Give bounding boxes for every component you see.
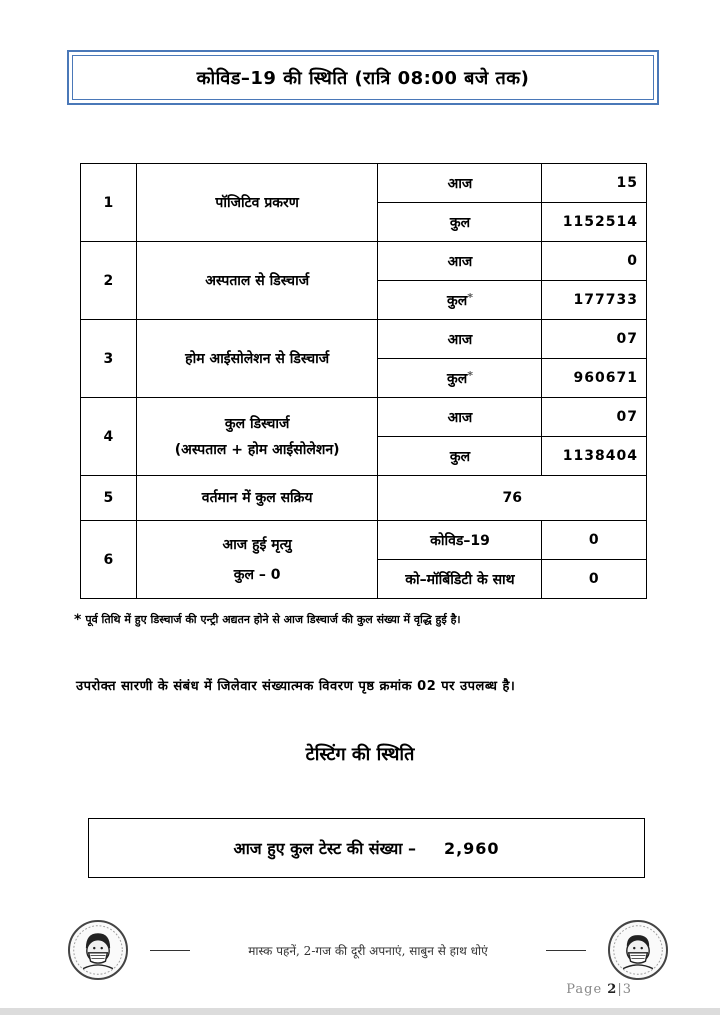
- entry-label: आज: [447, 253, 473, 270]
- row-description: आज हुई मृत्यु: [222, 536, 292, 553]
- page-separator: |: [617, 982, 623, 997]
- row-description: वर्तमान में कुल सक्रिय: [201, 490, 313, 506]
- row-number: 5: [81, 476, 137, 521]
- bottom-bar: [0, 1008, 720, 1015]
- entry-label: कुल: [449, 448, 471, 465]
- entry-value: 960671: [542, 359, 647, 398]
- row-number: 4: [81, 398, 137, 476]
- entry-value: 1152514: [542, 203, 647, 242]
- footnote-mark: *: [74, 612, 82, 628]
- entry-value: 0: [542, 521, 647, 560]
- testing-heading: टेस्टिंग की स्थिति: [305, 744, 415, 765]
- entry-label: आज: [447, 175, 473, 192]
- entry-value: 0: [542, 242, 647, 281]
- row-description: होम आईसोलेशन से डिस्चार्ज: [185, 350, 330, 367]
- entry-label-cell: [378, 359, 542, 398]
- masked-face-icon: [608, 920, 668, 980]
- entry-label-cell: [378, 521, 542, 560]
- masked-face-icon: [68, 920, 128, 980]
- reference-note: उपरोक्त सारणी के संबंध में जिलेवार संख्यात्मक विवरण पृष्ठ क्रमांक 02 पर उपलब्ध है।: [76, 679, 516, 694]
- entry-label: कुल: [449, 214, 471, 231]
- entry-label: आज: [447, 331, 473, 348]
- mask-banner: [68, 920, 668, 982]
- entry-label-cell: [378, 320, 542, 359]
- row-number: 6: [81, 521, 137, 599]
- row-description: पॉजिटिव प्रकरण: [215, 194, 299, 211]
- entry-value: 15: [542, 164, 647, 203]
- row-number: 3: [81, 320, 137, 398]
- entry-value: 177733: [542, 281, 647, 320]
- entry-label-cell: [378, 398, 542, 437]
- entry-label-cell: [378, 203, 542, 242]
- row-number: 1: [81, 164, 137, 242]
- entry-label-cell: [378, 242, 542, 281]
- entry-value: 07: [542, 320, 647, 359]
- row-description-cell: [136, 398, 378, 476]
- footnote-marker: *: [467, 368, 473, 382]
- banner-text: मास्क पहनें, 2-गज की दूरी अपनाएं, साबुन से हाथ धोएं: [248, 944, 488, 958]
- row-description-cell: [136, 320, 378, 398]
- table-row: [81, 164, 647, 203]
- page-current: 2: [607, 982, 618, 997]
- table-row: [81, 521, 647, 560]
- test-count-box: [88, 818, 645, 878]
- entry-label: को–मॉर्बिडिटी के साथ: [405, 571, 515, 588]
- table-row: [81, 242, 647, 281]
- table-row: [81, 320, 647, 359]
- entry-label: आज: [447, 409, 473, 426]
- entry-label: कोविड–19: [430, 532, 490, 549]
- entry-label-cell: [378, 437, 542, 476]
- row-description-line2: (अस्पताल + होम आईसोलेशन): [174, 441, 340, 458]
- page-total: 3: [622, 982, 632, 997]
- footnote: [74, 612, 461, 628]
- title-box: [67, 50, 659, 105]
- test-count-value: 2,960: [443, 838, 500, 858]
- entry-label: कुल: [446, 370, 468, 387]
- footnote-text: पूर्व तिथि में हुए डिस्चार्ज की एन्ट्री अद्यतन होने से आज डिस्चार्ज की कुल संख्या में वृद्धि हुई है।: [85, 613, 461, 626]
- test-count-label: आज हुए कुल टेस्ट की संख्या –: [233, 839, 416, 858]
- row-description: कुल डिस्चार्ज: [224, 415, 290, 432]
- entry-label-cell: [378, 281, 542, 320]
- table-row: [81, 398, 647, 437]
- active-cases-value: 76: [378, 476, 647, 521]
- row-description-cell: [136, 242, 378, 320]
- row-description-cell: [136, 164, 378, 242]
- row-description-cell: [136, 521, 378, 599]
- banner-arrow-right: [546, 950, 586, 951]
- row-description: अस्पताल से डिस्चार्ज: [205, 272, 310, 289]
- row-description-line2: कुल – 0: [233, 566, 281, 583]
- entry-label-cell: [378, 164, 542, 203]
- row-description-cell: [136, 476, 378, 521]
- entry-label: कुल: [446, 292, 468, 309]
- page-label: Page: [566, 982, 603, 997]
- row-number: 2: [81, 242, 137, 320]
- table-row: [81, 476, 647, 521]
- entry-value: 0: [542, 560, 647, 599]
- covid-status-table: [80, 163, 647, 599]
- entry-value: 07: [542, 398, 647, 437]
- page-number: [566, 982, 632, 997]
- footnote-marker: *: [467, 290, 473, 304]
- entry-label-cell: [378, 560, 542, 599]
- entry-value: 1138404: [542, 437, 647, 476]
- page-title: कोविड–19 की स्थिति (रात्रि 08:00 बजे तक): [72, 55, 654, 100]
